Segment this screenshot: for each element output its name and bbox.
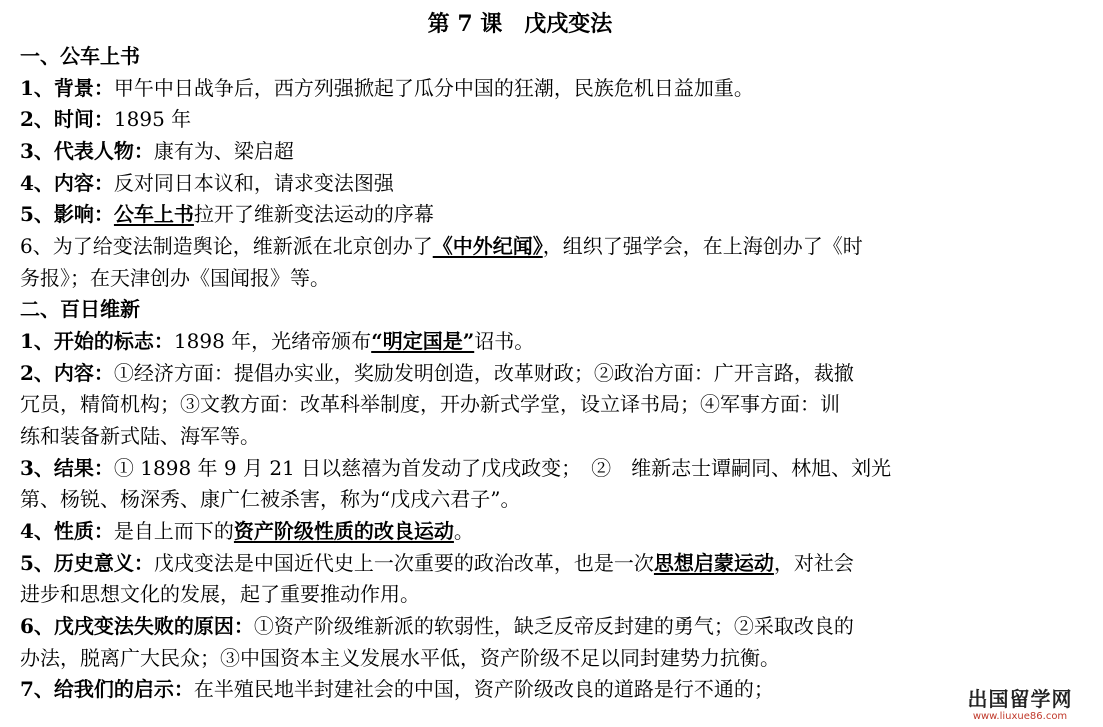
s1-item-4: [20, 168, 1100, 200]
s2-item-5-underlined: 思想启蒙运动: [653, 551, 774, 575]
s1-item-6-underlined: 《中外纪闻》: [432, 234, 543, 258]
s2-item-7-text: 在半殖民地半封建社会的中国，资产阶级改良的道路是行不通的；: [193, 677, 774, 701]
s2-item-1: [20, 326, 1100, 358]
s1-item-2-label: 2、时间：: [20, 107, 114, 131]
s2-item-5-cont: 进步和思想文化的发展，起了重要推动作用。: [20, 582, 420, 606]
s2-item-7-label: 7、给我们的启示：: [20, 677, 194, 701]
s2-item-4-text-a: 是自上而下的: [113, 519, 234, 543]
s2-item-2-cont-2: 练和装备新式陆、海军等。: [20, 424, 260, 448]
s2-item-1-text-a: 1898 年，光绪帝颁布: [173, 329, 372, 353]
s1-item-6-cont: 务报》；在天津创办《国闻报》等。: [20, 266, 330, 290]
s2-item-5-text-a: 戊戌变法是中国近代史上一次重要的政治改革，也是一次: [153, 551, 654, 575]
s2-item-5: [20, 548, 1100, 580]
s2-item-1-text-b: 诏书。: [474, 329, 535, 353]
s2-item-4-text-b: 。: [453, 519, 474, 543]
s1-item-4-label: 4、内容：: [20, 171, 114, 195]
s2-item-3: [20, 453, 1100, 485]
s2-item-2-text-a: ①经济方面：提倡办实业，奖励发明创造，改革财政；②政治方面：广开言路，裁撤: [113, 361, 854, 385]
s2-item-7: [20, 674, 1100, 706]
s1-item-1-label: 1、背景：: [20, 76, 114, 100]
watermark-url: www.liuxue86.com: [972, 711, 1068, 722]
s1-item-1: [20, 73, 1100, 105]
s2-item-6: [20, 611, 1100, 643]
s1-item-6: [20, 231, 1100, 263]
s2-item-4-underlined: 资产阶级性质的改良运动: [233, 519, 454, 543]
s1-item-5-underlined: 公车上书: [113, 202, 194, 226]
s2-item-4-label: 4、性质：: [20, 519, 114, 543]
s2-item-5-text-b: ，对社会: [773, 551, 854, 575]
s2-item-1-underlined: “明定国是”: [371, 329, 475, 353]
s2-item-6-text-a: ①资产阶级维新派的软弱性，缺乏反帝反封建的勇气；②采取改良的: [253, 614, 854, 638]
s1-item-5-label: 5、影响：: [20, 202, 114, 226]
s2-item-2: [20, 358, 1100, 390]
s2-item-6-cont: 办法，脱离广大民众；③中国资本主义发展水平低，资产阶级不足以同封建势力抗衡。: [20, 646, 780, 670]
section-1-heading: 一、公车上书: [20, 44, 140, 68]
s1-item-3-text: 康有为、梁启超: [153, 139, 294, 163]
s1-item-6-text-b: ，组织了强学会，在上海创办了《时: [542, 234, 863, 258]
s1-item-6-text-a: 6、为了给变法制造舆论，维新派在北京创办了: [20, 234, 433, 258]
s2-item-6-label: 6、戊戌变法失败的原因：: [20, 614, 254, 638]
s2-item-5-label: 5、历史意义：: [20, 551, 154, 575]
s2-item-2-cont-1: 冗员，精简机构；③文教方面：改革科举制度，开办新式学堂，设立译书局；④军事方面：训: [20, 392, 840, 416]
s2-item-3-text-a: ① 1898 年 9 月 21 日以慈禧为首发动了戊戌政变； ② 维新志士谭嗣同、林旭、刘光: [113, 456, 892, 480]
s2-item-4: [20, 516, 1100, 548]
page-title: 第 7 课 戊戌变法: [427, 11, 613, 37]
s1-item-1-text: 甲午中日战争后，西方列强掀起了瓜分中国的狂潮，民族危机日益加重。: [113, 76, 754, 100]
s2-item-2-label: 2、内容：: [20, 361, 114, 385]
site-watermark: [955, 687, 1085, 723]
s1-item-3-label: 3、代表人物：: [20, 139, 154, 163]
s1-item-2-text: 1895 年: [113, 107, 192, 131]
s1-item-5: [20, 199, 1100, 231]
section-2-heading: 二、百日维新: [20, 297, 140, 321]
s1-item-3: [20, 136, 1100, 168]
watermark-text: 出国留学网: [967, 687, 1073, 711]
s2-item-1-label: 1、开始的标志：: [20, 329, 174, 353]
s2-item-3-label: 3、结果：: [20, 456, 114, 480]
s1-item-5-text: 拉开了维新变法运动的序幕: [193, 202, 434, 226]
s1-item-4-text: 反对同日本议和，请求变法图强: [113, 171, 394, 195]
s1-item-2: [20, 104, 1100, 136]
s2-item-3-cont: 第、杨锐、杨深秀、康广仁被杀害，称为“戊戌六君子”。: [20, 487, 521, 511]
